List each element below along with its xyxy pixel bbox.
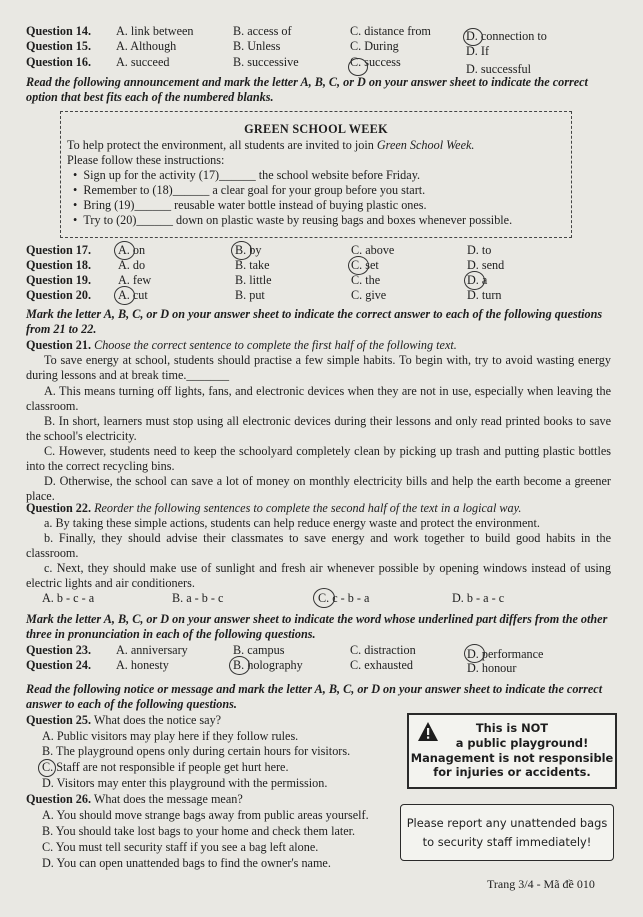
option-c: C. distraction [350, 643, 416, 657]
option-b: B. successive [233, 55, 299, 69]
q26-option-b: B. You should take lost bags to your home and check them later. [42, 824, 356, 838]
question-label: Question 26. [26, 792, 92, 806]
option-b: B. take [235, 258, 270, 272]
page-footer: Trang 3/4 - Mã đề 010 [487, 877, 595, 891]
answer-circle-mark [348, 58, 368, 76]
q26-heading [26, 792, 243, 807]
bullet-text: Bring (19)______ reusable water bottle instead of buying plastic ones. [83, 198, 427, 212]
bullet-item: • Sign up for the activity (17)______ the school website before Friday. [73, 168, 421, 182]
option-c: C. success [350, 55, 401, 69]
bullet-text: Remember to (18)______ a clear goal for your group before you start. [83, 183, 426, 197]
question-prompt: What does the message mean? [93, 792, 243, 806]
question-label: Question 24. [26, 658, 92, 672]
question-label: Question 17. [26, 243, 92, 257]
q21-option-c: C. However, students need to keep the schoolyard completely clean by picking up trash and putting plastic bottles into the correct recycling bins. [26, 444, 611, 474]
option-c: C. above [351, 243, 395, 257]
option-a: A. cut [118, 288, 148, 302]
question-row [0, 643, 643, 661]
q22-sentence-b: b. Finally, they should advise their classmates to save energy and work together to build good habits in the classroom. [26, 531, 611, 561]
option-d: D. performance [467, 647, 544, 661]
option-c: C. distance from [350, 24, 431, 38]
answer-circle-mark [114, 286, 135, 305]
option-d: D. honour [467, 661, 517, 675]
option-c: C. During [350, 39, 399, 53]
question-row [0, 258, 643, 273]
option-a: A. succeed [116, 55, 170, 69]
option-a: A. honesty [116, 658, 169, 672]
q22-sentence-c: c. Next, they should make use of sunlight and fresh air whenever possible by opening windows instead of using electric lights and air conditioners. [26, 561, 611, 591]
answer-circle-mark [463, 28, 483, 46]
question-label: Question 19. [26, 273, 92, 287]
bullet-text: Sign up for the activity (17)______ the school website before Friday. [83, 168, 421, 182]
option-a: A. Although [116, 39, 177, 53]
option-c: C. the [351, 273, 381, 287]
option-b: B. put [235, 288, 265, 302]
announcement-intro-text: To help protect the environment, all students are invited to join [67, 138, 374, 152]
answer-circle-mark [38, 759, 56, 777]
question-row [0, 39, 643, 58]
question-label: Question 20. [26, 288, 92, 302]
answer-circle-mark [313, 588, 335, 608]
option-d: D. successful [466, 62, 531, 76]
question-label: Question 25. [26, 713, 92, 727]
q25-option-c: C. Staff are not responsible if people get hurt here. [42, 760, 289, 774]
option-b: B. access of [233, 24, 292, 38]
question-label: Question 23. [26, 643, 92, 657]
question-label: Question 22. [26, 501, 92, 515]
question-prompt: Choose the correct sentence to complete the first half of the following text. [94, 338, 457, 352]
option-c: C. set [351, 258, 379, 272]
option-d: D. If [466, 44, 490, 58]
option-a: A. b - c - a [42, 591, 95, 605]
answer-circle-mark [229, 656, 250, 675]
question-prompt: Reorder the following sentences to complete the second half of the text in a logical way. [94, 501, 522, 515]
question-label: Question 15. [26, 39, 92, 53]
notice-line-3: Management is not responsible [410, 751, 614, 765]
option-b: B. little [235, 273, 272, 287]
option-d: D. turn [467, 288, 502, 302]
question-row [0, 243, 643, 258]
option-a: A. on [118, 243, 146, 257]
option-d: D. to [467, 243, 492, 257]
option-b: B. by [235, 243, 262, 257]
notice-line-1: This is NOT [475, 721, 549, 735]
q25-heading [26, 713, 221, 728]
message-line-2: to security staff immediately! [422, 835, 592, 849]
instruction-notice: Read the following notice or message and mark the letter A, B, C, or D on your answer sheet to indicate the correct answer to each of the following questions. [26, 682, 603, 712]
q22-heading [26, 501, 521, 516]
question-label: Question 21. [26, 338, 92, 352]
option-a: A. do [118, 258, 146, 272]
option-b: B. campus [233, 643, 285, 657]
option-d: D. send [467, 258, 505, 272]
option-d: D. connection to [466, 29, 547, 43]
q21-option-d: D. Otherwise, the school can save a lot of money on monthly electricity bills and help the earth become a greener place. [26, 474, 611, 504]
announcement-box [60, 111, 572, 238]
option-c: C. exhausted [350, 658, 413, 672]
notice-line-2: a public playground! [455, 736, 589, 750]
bullet-item: • Try to (20)______ down on plastic waste by reusing bags and boxes whenever possible. [73, 213, 513, 227]
option-a: A. link between [116, 24, 194, 38]
notice-sign [407, 713, 617, 789]
announcement-intro [67, 138, 474, 153]
announcement-title: GREEN SCHOOL WEEK [244, 122, 388, 136]
instruction-21-22: Mark the letter A, B, C, or D on your answer sheet to indicate the correct answer to each of the following questions from 21 to 22. [26, 307, 603, 337]
option-b: B. a - b - c [172, 591, 224, 605]
q25-option-a: A. Public visitors may play here if they follow rules. [42, 729, 299, 743]
announcement-intro-italic: Green School Week. [376, 138, 475, 152]
option-a: A. few [118, 273, 152, 287]
q21-option-b: B. In short, learners must stop using all electronic devices during their lessons and only read printed books to save the school's electricity. [26, 414, 611, 444]
option-b: B. holography [233, 658, 303, 672]
option-c: C. c - b - a [318, 591, 370, 605]
message-sign [400, 804, 614, 861]
question-row [0, 658, 643, 673]
q22-sentence-a: a. By taking these simple actions, students can help reduce energy waste and protect the environment. [44, 516, 540, 530]
question-row [0, 288, 643, 303]
q21-option-a: A. This means turning off lights, fans, and electronic devices when they are not in use, especially when leaving the classroom. [26, 384, 611, 414]
q25-option-d: D. Visitors may enter this playground with the permission. [42, 776, 328, 790]
question-row [0, 55, 643, 76]
answer-circle-mark [348, 256, 369, 275]
message-line-1: Please report any unattended bags [406, 816, 608, 830]
answer-circle-mark [464, 271, 488, 290]
q21-text: To save energy at school, students should practise a few simple habits. To begin with, try to avoid wasting energy during lessons and at break time._______ [26, 353, 611, 383]
q21-heading [26, 338, 457, 353]
announcement-instructions: Please follow these instructions: [67, 153, 225, 167]
bullet-text: Try to (20)______ down on plastic waste by reusing bags and boxes whenever possible. [83, 213, 513, 227]
option-c: C. give [351, 288, 387, 302]
q26-option-a: A. You should move strange bags away from public areas yourself. [42, 808, 369, 822]
bullet-item: • Bring (19)______ reusable water bottle instead of buying plastic ones. [73, 198, 427, 212]
question-row [0, 273, 643, 288]
question-prompt: What does the notice say? [93, 713, 222, 727]
option-a: A. anniversary [116, 643, 188, 657]
q26-option-d: D. You can open unattended bags to find the owner's name. [42, 856, 331, 870]
question-row [0, 24, 643, 43]
answer-circle-mark [464, 644, 485, 663]
instruction-pronunciation: Mark the letter A, B, C, or D on your answer sheet to indicate the word whose underlined part differs from the other three in pronunciation in each of the following questions. [26, 612, 608, 642]
question-label: Question 18. [26, 258, 92, 272]
option-d: D. a [467, 273, 488, 287]
notice-line-4: for injuries or accidents. [433, 765, 591, 779]
question-label: Question 14. [26, 24, 92, 38]
q25-option-b: B. The playground opens only during certain hours for visitors. [42, 744, 351, 758]
answer-circle-mark [231, 241, 252, 260]
instruction-announcement: Read the following announcement and mark the letter A, B, C, or D on your answer sheet to indicate the correct option that best fits each of the numbered blanks. [26, 75, 588, 105]
option-b: B. Unless [233, 39, 281, 53]
bullet-item: • Remember to (18)______ a clear goal for your group before you start. [73, 183, 426, 197]
q26-option-c: C. You must tell security staff if you see a bag left alone. [42, 840, 319, 854]
question-label: Question 16. [26, 55, 92, 69]
option-d: D. b - a - c [452, 591, 505, 605]
answer-circle-mark [114, 241, 135, 260]
